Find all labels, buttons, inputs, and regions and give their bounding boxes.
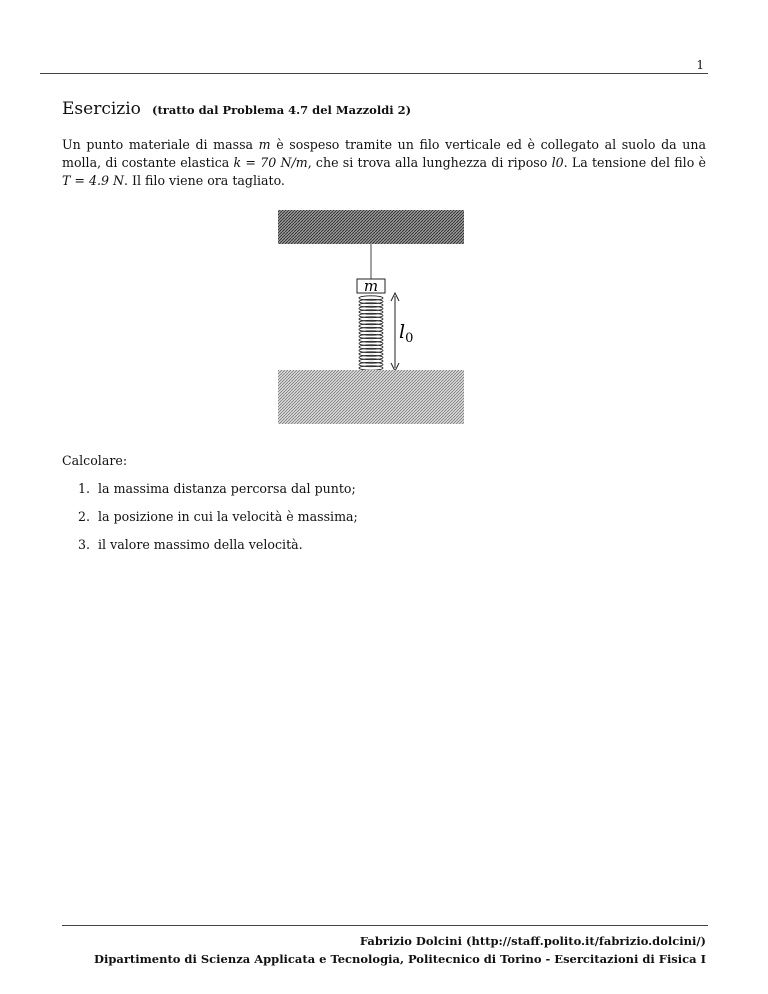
spring-coil [359,296,383,370]
rest-length-symbol: l0 [551,155,564,170]
mass-label: m [363,277,379,295]
question-number: 1. [78,481,91,496]
question-item-2 [62,509,358,537]
question-text: la massima distanza percorsa dal punto; [98,481,356,496]
footer-author: Fabrizio Dolcini (http://staff.polito.it/fabrizio.dolcini/) [359,934,706,948]
question-number: 3. [78,537,91,552]
spring-figure [270,205,470,430]
question-list [62,481,358,565]
top-rule [40,73,708,74]
calc-label: Calcolare: [62,453,128,468]
mass-symbol: m [258,137,271,152]
problem-text-5: . Il filo viene ora tagliato. [124,173,285,188]
ceiling-block [278,210,464,244]
ground-block [278,370,464,424]
exercise-source: (tratto dal Problema 4.7 del Mazzoldi 2) [152,103,412,117]
question-number: 2. [78,509,91,524]
spring-diagram [270,205,470,430]
question-item-1 [62,481,358,509]
spring-constant: k = 70 N/m [233,155,308,170]
length-label: $l_0$ [399,321,414,346]
question-text: il valore massimo della velocità. [98,537,303,552]
problem-text-3: , che si trova alla lunghezza di riposo [307,155,552,170]
page-number: 1 [696,58,704,72]
exercise-heading [62,99,411,119]
tension-value: T = 4.9 N [62,173,125,188]
footer [94,932,706,968]
problem-text-4: . La tensione del filo è [563,155,706,170]
problem-text-2: è sospeso tramite un filo verticale ed è collegato al suolo da una molla, di costante elastica [62,137,706,170]
footer-affiliation: Dipartimento di Scienza Applicata e Tecnologia, Politecnico di Torino - Esercitazioni di Fisica I [94,952,706,966]
question-text: la posizione in cui la velocità è massima; [98,509,358,524]
bottom-rule [62,925,708,926]
exercise-title: Esercizio [62,99,141,119]
problem-statement [62,136,706,190]
question-item-3 [62,537,358,565]
problem-text-1: Un punto materiale di massa [62,137,259,152]
